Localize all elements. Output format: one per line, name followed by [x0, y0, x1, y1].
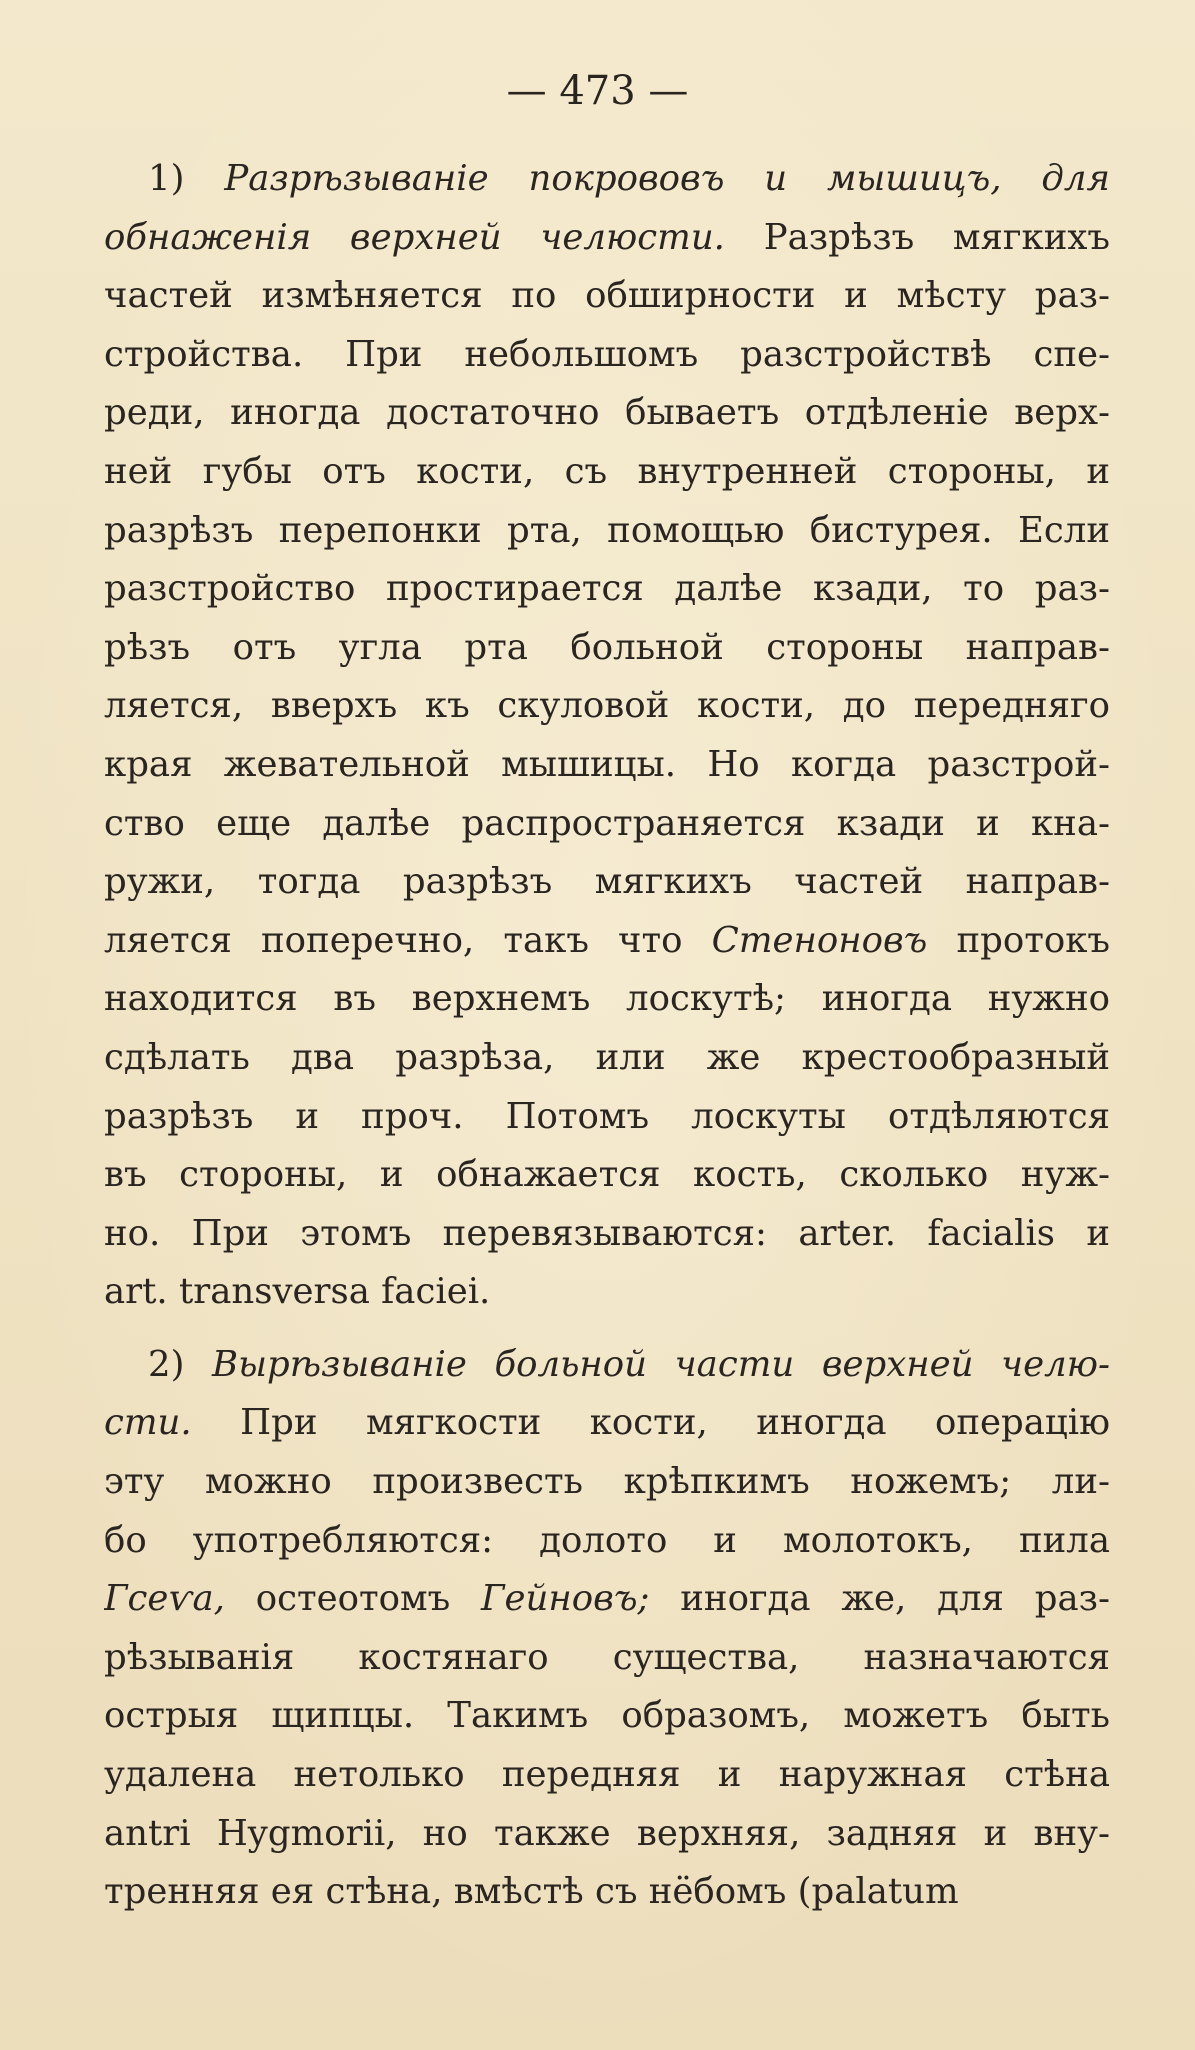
page-number: — 473 —	[506, 68, 689, 114]
text-line	[104, 1687, 1110, 1746]
text-segment: эту можно произвесть крѣпкимъ ножемъ; ли-	[104, 1461, 1110, 1503]
text-line	[104, 1263, 1110, 1322]
text-segment: рѣзыванія костянаго существа, назначаются	[104, 1636, 1110, 1678]
text-segment: 1)	[148, 158, 225, 199]
text-line	[104, 677, 1110, 736]
text-segment: ство еще далѣе распространяется кзади и кна-	[104, 802, 1110, 844]
italic-text: Разрѣзываніе покрововъ и мышицъ, для	[224, 158, 1110, 199]
paragraph	[104, 1336, 1110, 1922]
text-segment: но. При этомъ перевязываются: arter. facialis и	[104, 1212, 1110, 1254]
italic-text: Гсеѵа,	[104, 1578, 225, 1620]
text-line	[104, 1629, 1110, 1688]
text-segment: разрѣзъ перепонки рта, помощью бистурея. Если	[104, 509, 1110, 551]
text-line	[104, 150, 1110, 209]
text-segment: острыя щипцы. Такимъ образомъ, можетъ быть	[104, 1695, 1110, 1737]
text-line	[104, 1146, 1110, 1205]
text-segment: тренняя ея стѣна, вмѣстѣ съ нёбомъ (palatum	[104, 1871, 959, 1913]
text-segment: сдѣлать два разрѣза, или же крестообразный	[104, 1036, 1110, 1078]
italic-text: обнаженія верхней челюсти.	[104, 216, 725, 258]
text-segment: antri Hygmorii, но также верхняя, задняя и вну-	[104, 1812, 1110, 1854]
text-segment: ружи, тогда разрѣзъ мягкихъ частей направ-	[104, 861, 1110, 903]
text-line	[104, 1570, 1110, 1629]
text-line	[104, 736, 1110, 795]
paragraph	[104, 150, 1110, 1322]
text-segment: ней губы отъ кости, съ внутренней стороны, и	[104, 450, 1110, 492]
text-segment: Разрѣзъ мягкихъ	[724, 216, 1110, 258]
text-segment: иногда же, для раз-	[649, 1578, 1110, 1620]
paragraph-gap	[104, 1322, 1110, 1336]
text-line	[104, 1088, 1110, 1147]
italic-text: Гейновъ;	[481, 1578, 650, 1620]
text-line	[104, 1205, 1110, 1264]
text-line	[104, 560, 1110, 619]
text-segment: 2)	[148, 1343, 212, 1385]
text-line	[104, 209, 1110, 268]
text-segment: остеотомъ	[224, 1578, 482, 1620]
text-line	[104, 267, 1110, 326]
text-line	[104, 502, 1110, 561]
text-line	[104, 1805, 1110, 1864]
text-segment: art. transversa faciei.	[104, 1271, 491, 1313]
text-segment: рѣзъ отъ угла рта больной стороны направ-	[104, 626, 1110, 668]
text-line	[104, 384, 1110, 443]
text-line	[104, 1746, 1110, 1805]
text-line	[104, 619, 1110, 678]
text-segment: протокъ	[927, 919, 1110, 961]
text-segment: въ стороны, и обнажается кость, сколько нуж-	[104, 1154, 1110, 1196]
text-line	[104, 1336, 1110, 1395]
text-segment: разрѣзъ и проч. Потомъ лоскуты отдѣляются	[104, 1095, 1110, 1137]
text-segment: находится въ верхнемъ лоскутѣ; иногда нужно	[104, 978, 1110, 1020]
text-line	[104, 853, 1110, 912]
text-segment: стройства. При небольшомъ разстройствѣ спе-	[104, 333, 1110, 375]
text-line	[104, 326, 1110, 385]
text-segment: края жевательной мышицы. Но когда разстрой-	[104, 743, 1110, 785]
body-text	[104, 150, 1110, 1922]
text-segment: ляется поперечно, такъ что	[104, 919, 712, 961]
italic-text: Вырѣзываніе больной части верхней челю-	[212, 1343, 1110, 1385]
text-segment: частей измѣняется по обширности и мѣсту раз-	[104, 275, 1110, 317]
text-line	[104, 970, 1110, 1029]
text-line	[104, 1394, 1110, 1453]
text-segment: реди, иногда достаточно бываетъ отдѣленіе верх-	[104, 392, 1110, 434]
text-segment: ляется, вверхъ къ скуловой кости, до передняго	[104, 685, 1110, 727]
text-line	[104, 1029, 1110, 1088]
text-line	[104, 443, 1110, 502]
text-line	[104, 1863, 1110, 1922]
text-segment: При мягкости кости, иногда операцію	[191, 1402, 1110, 1444]
italic-text: сти.	[104, 1402, 192, 1444]
text-segment: разстройство простирается далѣе кзади, то раз-	[104, 568, 1110, 610]
italic-text: Стеноновъ	[711, 919, 928, 961]
text-line	[104, 912, 1110, 971]
text-segment: бо употребляются: долото и молотокъ, пила	[104, 1519, 1110, 1561]
text-segment: удалена нетолько передняя и наружная стѣна	[104, 1754, 1110, 1796]
text-line	[104, 1512, 1110, 1571]
text-line	[104, 795, 1110, 854]
text-line	[104, 1453, 1110, 1512]
